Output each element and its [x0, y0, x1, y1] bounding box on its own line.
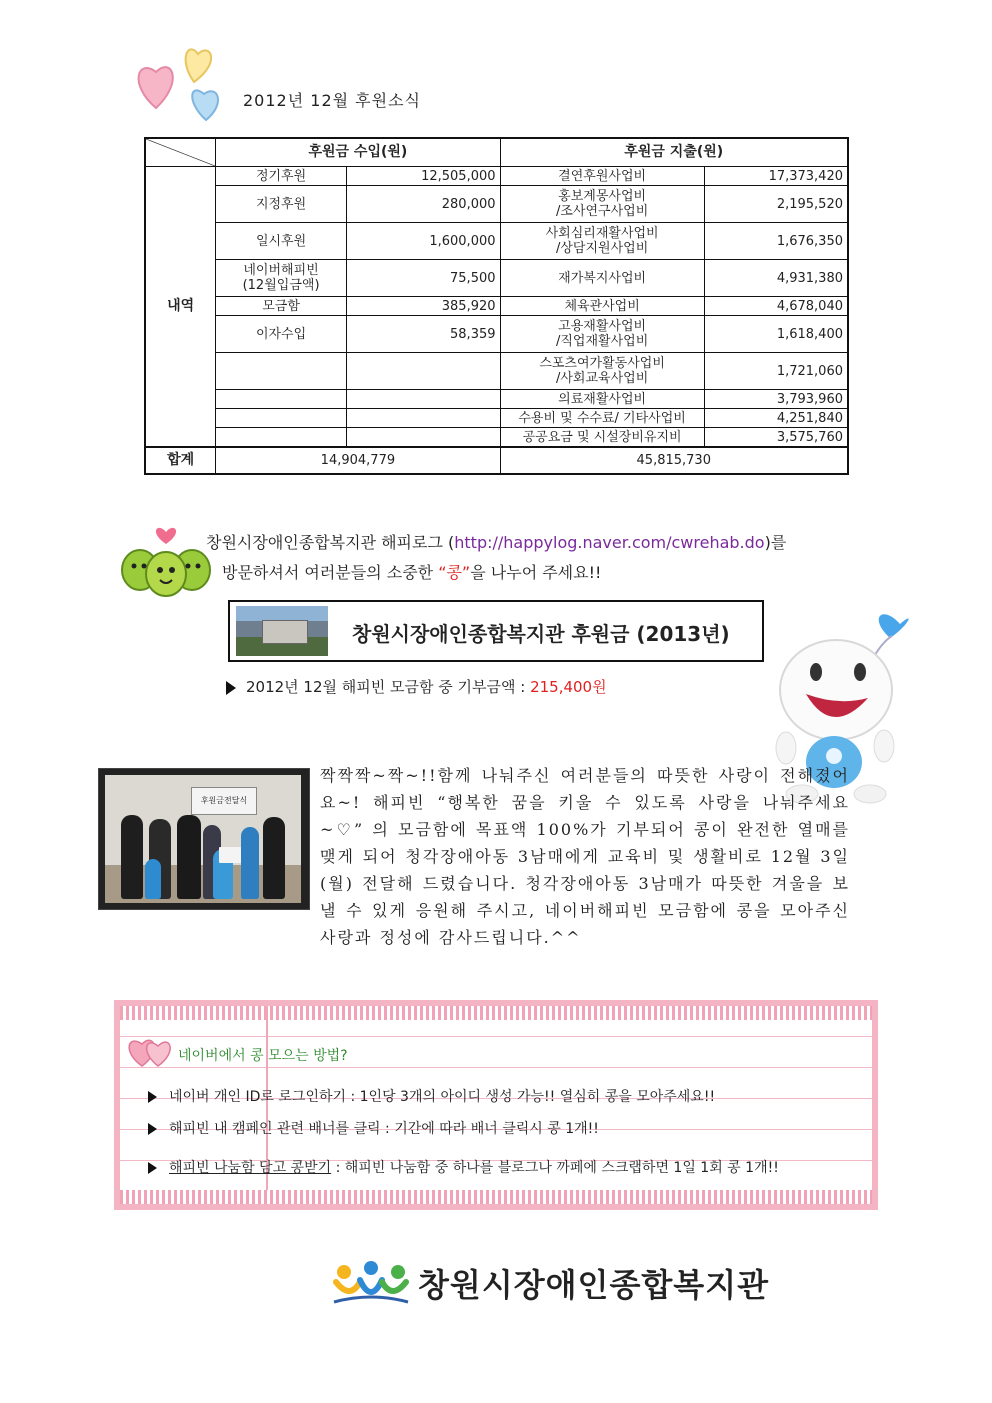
- income-item-amount: [346, 390, 500, 409]
- table-row: [145, 260, 848, 297]
- section-label: 내역: [145, 167, 216, 448]
- banner-title: 창원시장애인종합복지관 후원금 (2013년): [352, 622, 730, 646]
- expense-item-name: 재가복지사업비: [500, 260, 704, 297]
- income-item-amount: 58,359: [346, 316, 500, 353]
- expense-item-amount: 2,195,520: [704, 186, 848, 223]
- expense-item-amount: 1,676,350: [704, 223, 848, 260]
- howto-item-text: 해피빈 내 캠페인 관련 배너를 클릭 : 기간에 따라 배너 클릭시 콩 1개!!: [169, 1121, 599, 1137]
- page-title: 2012년 12월 후원소식: [243, 91, 421, 110]
- expense-item-name: 의료재활사업비: [500, 390, 704, 409]
- income-item-name: [216, 390, 347, 409]
- income-item-name: [216, 428, 347, 448]
- table-row: [145, 167, 848, 186]
- income-item-name: 네이버해피빈 (12월입금액): [216, 260, 347, 297]
- expense-item-amount: 4,678,040: [704, 297, 848, 316]
- expense-item-name: 결연후원사업비: [500, 167, 704, 186]
- total-income: 14,904,779: [216, 447, 500, 474]
- hearts-decoration-icon: [132, 38, 222, 122]
- expense-item-name: 스포츠여가활동사업비 /사회교육사업비: [500, 353, 704, 390]
- expense-item-name: 홍보계몽사업비 /조사연구사업비: [500, 186, 704, 223]
- expense-item-amount: 3,575,760: [704, 428, 848, 448]
- income-item-name: [216, 409, 347, 428]
- amount-label: 2012년 12월 해피빈 모금함 중 기부금액 :: [246, 678, 531, 696]
- table-row: [145, 297, 848, 316]
- table-corner-cell: [145, 138, 216, 167]
- income-item-amount: 1,600,000: [346, 223, 500, 260]
- income-item-name: 모금함: [216, 297, 347, 316]
- income-item-amount: [346, 428, 500, 448]
- income-item-amount: 385,920: [346, 297, 500, 316]
- footer-logo-text: 창원시장애인종합복지관: [418, 1266, 770, 1304]
- kong-word: “콩”: [438, 563, 471, 582]
- income-item-name: 지정후원: [216, 186, 347, 223]
- howto-item-2: [148, 1118, 599, 1138]
- expense-item-amount: 1,618,400: [704, 316, 848, 353]
- table-row: [145, 409, 848, 428]
- howto-title: 네이버에서 콩 모으는 방법?: [178, 1048, 348, 1064]
- expense-item-name: 고용재활사업비 /직업재활사업비: [500, 316, 704, 353]
- income-item-name: 일시후원: [216, 223, 347, 260]
- howto-item-text: : 해피빈 나눔함 중 하나를 블로그나 까페에 스크랩하면 1일 1회 콩 1개!!: [331, 1160, 779, 1176]
- expense-item-name: 공공요금 및 시설장비유지비: [500, 428, 704, 448]
- expense-item-amount: 3,793,960: [704, 390, 848, 409]
- income-item-amount: 12,505,000: [346, 167, 500, 186]
- welfare-center-logo-icon: [330, 1258, 412, 1306]
- visit-text: 방문하셔서 여러분들의 소중한: [222, 563, 439, 582]
- income-item-name: 이자수입: [216, 316, 347, 353]
- howto-item-text: 네이버 개인 ID로 로그인하기 : 1인당 3개의 아이디 생성 가능!! 열심히 콩을 모아주세요!!: [169, 1089, 716, 1105]
- visit-message: [222, 560, 601, 583]
- income-item-name: 정기후원: [216, 167, 347, 186]
- expense-item-amount: 17,373,420: [704, 167, 848, 186]
- happylog-text-end: )를: [764, 533, 787, 552]
- expense-item-amount: 4,931,380: [704, 260, 848, 297]
- happylog-message: [206, 530, 786, 553]
- bullet-triangle-icon: [148, 1162, 157, 1174]
- income-item-amount: 280,000: [346, 186, 500, 223]
- amount-value: 215,400원: [530, 678, 607, 696]
- table-row: [145, 390, 848, 409]
- hearts-icon: [124, 1030, 176, 1070]
- income-header: 후원금 수입(원): [216, 138, 500, 167]
- happylog-link[interactable]: http://happylog.naver.com/cwrehab.do: [454, 533, 765, 552]
- howto-item-keyword: 해피빈 나눔함 담고 콩받기: [169, 1160, 332, 1176]
- howto-item-3: [148, 1157, 779, 1177]
- story-text: 짝짝짝~짝~!!함께 나눠주신 여러분들의 따뜻한 사랑이 전해졌어요~! 해피빈 “행복한 꿈을 키울 수 있도록 사랑을 나눠주세요~♡” 의 모금함에 목표액 100%가 기부되어 콩이 완전한 열매를 맺게 되어 청각장애아동 3남매에게 교육비 및 생활비로 12월 3일(월) 전달해 드렸습니다. 청각장애아동 3남매가 따뜻한 겨울을 보낼 수 있게 응원해 주시고, 네이버해피빈 모금함에 콩을 모아주신 사랑과 정성에 감사드립니다.^^: [320, 766, 850, 947]
- income-item-amount: [346, 353, 500, 390]
- expense-item-amount: 1,721,060: [704, 353, 848, 390]
- happybean-amount-line: [226, 676, 607, 697]
- table-row: [145, 353, 848, 390]
- income-item-name: [216, 353, 347, 390]
- finance-table: [144, 137, 849, 475]
- beans-mascot-icon: [118, 524, 214, 602]
- table-row: [145, 316, 848, 353]
- building-photo: [236, 606, 328, 656]
- bullet-triangle-icon: [148, 1091, 157, 1103]
- income-item-amount: [346, 409, 500, 428]
- expense-item-amount: 4,251,840: [704, 409, 848, 428]
- donation-ceremony-photo: [98, 768, 310, 910]
- howto-item-1: [148, 1086, 715, 1106]
- table-row: [145, 428, 848, 448]
- income-item-amount: 75,500: [346, 260, 500, 297]
- donation-banner[interactable]: [228, 600, 764, 662]
- visit-text-end: 을 나누어 주세요!!: [470, 563, 602, 582]
- bullet-triangle-icon: [148, 1123, 157, 1135]
- expense-item-name: 사회심리재활사업비 /상담지원사업비: [500, 223, 704, 260]
- expense-item-name: 체육관사업비: [500, 297, 704, 316]
- table-row: [145, 186, 848, 223]
- ceremony-sign: 후원금전달식: [191, 787, 257, 815]
- expense-header: 후원금 지출(원): [500, 138, 848, 167]
- happylog-text: 창원시장애인종합복지관 해피로그 (: [206, 533, 455, 552]
- total-label: 합계: [145, 447, 216, 474]
- expense-item-name: 수용비 및 수수료/ 기타사업비: [500, 409, 704, 428]
- table-row: [145, 223, 848, 260]
- bullet-triangle-icon: [226, 681, 236, 695]
- total-expense: 45,815,730: [500, 447, 848, 474]
